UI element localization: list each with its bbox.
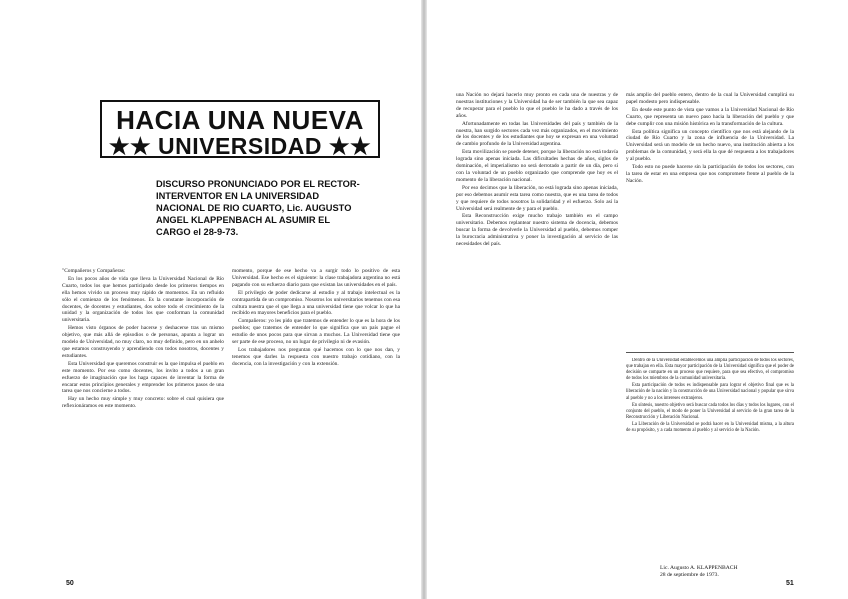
paragraph: Compañeros: yo les pido que tratemos de entender lo que es la hora de los pueblos; que tratemos de entender lo que significa que un país pague el estudio de unos pocos para que sirvan a muchos. La Universidad tiene que ser parte de ese proceso, no un lugar de privilegio ni de evasión. bbox=[232, 318, 400, 346]
paragraph: "Compañeros y Compañeras: bbox=[62, 268, 126, 274]
subheading-line: INTERVENTOR EN LA UNIVERSIDAD bbox=[156, 191, 320, 201]
article-title-line-2: ★★ UNIVERSIDAD ★★ bbox=[108, 133, 372, 159]
page-number-right: 51 bbox=[786, 580, 794, 587]
left-column-2 bbox=[232, 268, 400, 568]
right-column-2 bbox=[626, 92, 794, 344]
signature-name: Lic. Augusto A. KLAPPENBACH bbox=[660, 565, 738, 571]
subheading-line: CARGO el 28-9-73. bbox=[156, 227, 239, 237]
paragraph: más amplio del pueblo entero, dentro de la cual la Universidad cumplirá su papel modesto pero indispensable. bbox=[626, 92, 794, 105]
subheading-line: DISCURSO PRONUNCIADO POR EL RECTOR- bbox=[156, 179, 360, 189]
article-title-box bbox=[100, 100, 380, 158]
paragraph: una Nación no dejará hacerlo muy pronto en cada una de nuestras y de nuestras instituciones y la Universidad ha de ser también la que sea capaz de recuperar para el pueblo lo que el pueblo le ha dado a través de los años. bbox=[456, 92, 618, 119]
paragraph: Esta Reconstrucción exige mucho trabajo también en el campo universitario. Debemos replantear nuestro sistema de docencia, debemos buscar la forma de devolverle la Universidad al pueblo, debemos romper la burocracia administrativa y poner la investigación al servicio de las necesidades del país. bbox=[456, 213, 618, 248]
paragraph: En síntesis, nuestro objetivo será buscar cada todos los días y todos los lugares, con el conjunto del pueblo, el modo de poner la Universidad al servicio de la gran tarea de la Reconstrucción y Liberación Nacional. bbox=[626, 402, 794, 420]
paragraph: Hay un hecho muy simple y muy concreto: sobre el cual quisiera que reflexionáramos en este momento. bbox=[62, 396, 224, 410]
paragraph: Todo esto no puede hacerse sin la participación de todos los sectores, con la tarea de estar en una empresa que nos compromete frente al pueblo de la Nación. bbox=[626, 164, 794, 184]
signature-date: 28 de septiembre de 1973. bbox=[660, 572, 719, 578]
author-signature bbox=[660, 565, 810, 579]
paragraph: Esta política significa un concepto científico que nos está alejando de la ciudad de Río Cuarto y la zona de influencia de la Universidad. La Universidad será un modelo de un hecho nuevo, una institución abierta a los problemas de la comunidad, y será ella la que dé respuesta a los trabajadores y al pueblo. bbox=[626, 128, 794, 163]
right-note-column bbox=[626, 358, 794, 558]
paragraph: momento, porque de ese hecho va a surgir todo lo positivo de esta Universidad. Ese hecho es el siguiente: la clase trabajadora argentina no está pagando con su esfuerzo diario para que existan las universidades en el país. bbox=[232, 268, 400, 288]
book-gutter bbox=[421, 0, 427, 599]
paragraph: Por eso decimos que la liberación, no está lograda sino apenas iniciada, por eso debemos asumir esta tarea como nuestra, que es una tarea de todos y que requiere de todos nosotros la solidaridad y el esfuerzo. Solo así la Universidad será realmente de y para el pueblo. bbox=[456, 184, 618, 212]
right-column-1 bbox=[456, 92, 618, 570]
paragraph: Esta Universidad que queremos construir es la que impulsa el pueblo en este momento. Por eso como docentes, los invito a todos a un gran esfuerzo de imaginación que los haga capaces de inventar la forma de encarar estos principios generales y emprender los primeros pasos de una tarea que nos concierne a todos. bbox=[62, 360, 224, 395]
note-separator bbox=[626, 352, 794, 353]
paragraph: La Liberación de la Universidad se podrá hacer en la Universidad misma, a la altura de su propósito, y a cada momento al pueblo y al servicio de la Nación. bbox=[626, 421, 794, 434]
subheading-line: NACIONAL DE RIO CUARTO, Lic. AUGUSTO bbox=[156, 203, 352, 213]
subheading-line: ANGEL KLAPPENBACH AL ASUMIR EL bbox=[156, 215, 331, 225]
paragraph: En los pocos años de vida que lleva la Universidad Nacional de Río Cuarto, todos los que hemos participado desde los primeros tiempos en ella hemos vivido un proceso muy rápido de momentos. En un refluido sólo el comienzo de los fenómenos. Es la constante incorporación de docentes, de docentes y estudiantes, dos sobre todo el crecimiento de la unidad y la organización de todos los que conforman la comunidad universitaria. bbox=[62, 275, 224, 324]
page-number-left: 50 bbox=[66, 580, 74, 587]
paragraph: Esta movilización se puede detener, porque la liberación no está todavía lograda sino apenas iniciada. Las dificultades hechas de años, siglos de dominación, el imperialismo no será derrotado a partir de un día, pero sí con la voluntad de un pueblo organizado que comprende que hoy es el momento de la liberación nacional. bbox=[456, 149, 618, 183]
paragraph: Hemos visto órganos de poder hacerse y deshacerse tras un mismo objetivo, que más allá de episodios o de personas, apunta a lograr un modelo de Universidad, no muy claro, no muy definido, pero en un anhelo que estamos construyendo y aprendiendo con todos nosotros, docentes y estudiantes. bbox=[62, 325, 224, 359]
paragraph: En desde este punto de vista que vamos a la Universidad Nacional de Río Cuarto, que representa un nuevo paso hacia la liberación del pueblo y que debe cumplir con una misión histórica en la transformación de la cultura. bbox=[626, 106, 794, 127]
paragraph: Afortunadamente en todas las Universidades del país y también de la nuestra, han surgido sectores cada vez más organizados, en el movimiento de los docentes y de los estudiantes que hoy se expresan en una voluntad de cambio profundo de la Universidad argentina. bbox=[456, 120, 618, 148]
article-subheading bbox=[156, 178, 360, 238]
paragraph: El privilegio de poder dedicarse al estudio y al trabajo intelectual es la contrapartida de un compromiso. Nosotros los universitarios tenemos con esa cultura nuestra que el que llega a una universidad tiene que volcar lo que ha recibido en mayores beneficios para el pueblo. bbox=[232, 289, 400, 317]
article-title-line-1: HACIA UNA NUEVA bbox=[116, 105, 364, 135]
paragraph: Esta participación de todos es indispensable para lograr el objetivo final que es la liberación de la nación y la construcción de una Universidad nacional y popular que sirva al pueblo y no a los intereses extranjeros. bbox=[626, 383, 794, 401]
paragraph: Los trabajadores nos preguntan qué hacemos con lo que nos dan, y tenemos que darles la respuesta con nuestro trabajo cotidiano, con la docencia, con la investigación y con la extensión. bbox=[232, 346, 400, 367]
left-column-1 bbox=[62, 268, 224, 568]
paragraph: Dentro de la Universidad establecemos una amplia participación de todos los sectores, que trabajan en ella. Esta mayor participación de la Universidad significa que el poder de decisión se comparte en un proceso que requiere, para que sea efectivo, el compromiso de todos los miembros de la comunidad universitaria. bbox=[626, 358, 794, 382]
